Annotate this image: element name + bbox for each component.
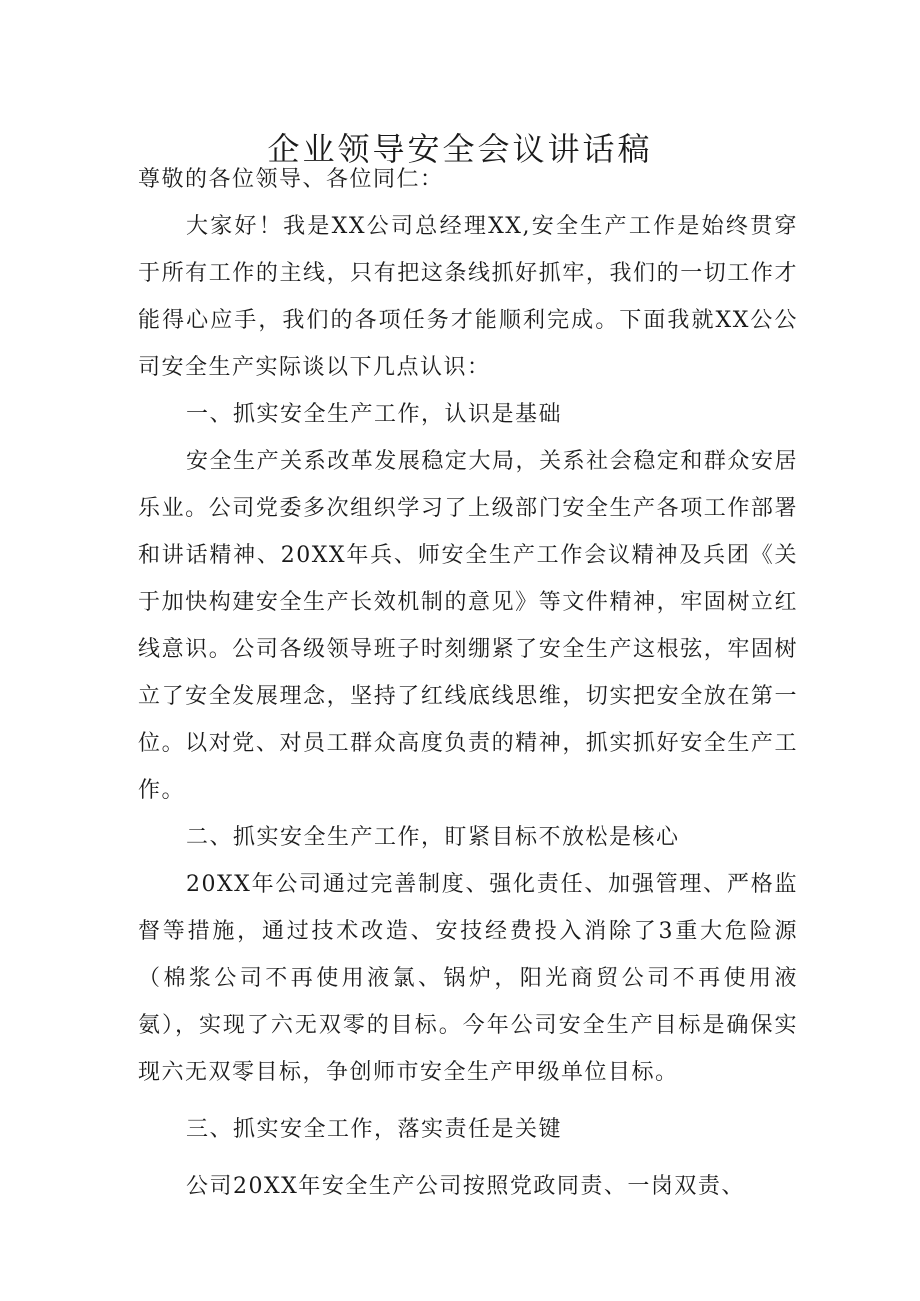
heading-section-2: 二、抓实安全生产工作，盯紧目标不放松是核心 — [186, 825, 680, 850]
heading-section-3: 三、抓实安全工作，落实责任是关键 — [186, 1117, 563, 1142]
greeting-line: 尊敬的各位领导、各位同仁： — [138, 167, 444, 192]
document-title: 企业领导安全会议讲话稿 — [267, 130, 653, 169]
heading-section-1: 一、抓实安全生产工作，认识是基础 — [186, 402, 563, 427]
paragraph-intro: 大家好！我是XX公司总经理XX,安全生产工作是始终贯穿于所有工作的主线，只有把这条线抓好抓牢，我们的一切工作才能得心应手，我们的各项任务才能顺利完成。下面我就XX公公司安全生产实际谈以下几点认识： — [138, 214, 798, 380]
paragraph-section-3: 公司20XX年安全生产公司按照党政同责、一岗双责、 — [186, 1174, 745, 1199]
document-body — [138, 156, 798, 1210]
paragraph-section-1: 安全生产关系改革发展稳定大局，关系社会稳定和群众安居乐业。公司党委多次组织学习了上级部门安全生产各项工作部署和讲话精神、20XX年兵、师安全生产工作会议精神及兵团《关于加快构建安全生产长效机制的意见》等文件精神，牢固树立红线意识。公司各级领导班子时刻绷紧了安全生产这根弦，牢固树立了安全发展理念，坚持了红线底线思维，切实把安全放在第一位。以对党、对员工群众高度负责的精神，抓实抓好安全生产工作。 — [138, 449, 798, 803]
paragraph-section-2: 20XX年公司通过完善制度、强化责任、加强管理、严格监督等措施，通过技术改造、安技经费投入消除了3重大危险源（棉浆公司不再使用液氯、锅炉，阳光商贸公司不再使用液氨），实现了六无双零的目标。今年公司安全生产目标是确保实现六无双零目标，争创师市安全生产甲级单位目标。 — [138, 872, 798, 1085]
